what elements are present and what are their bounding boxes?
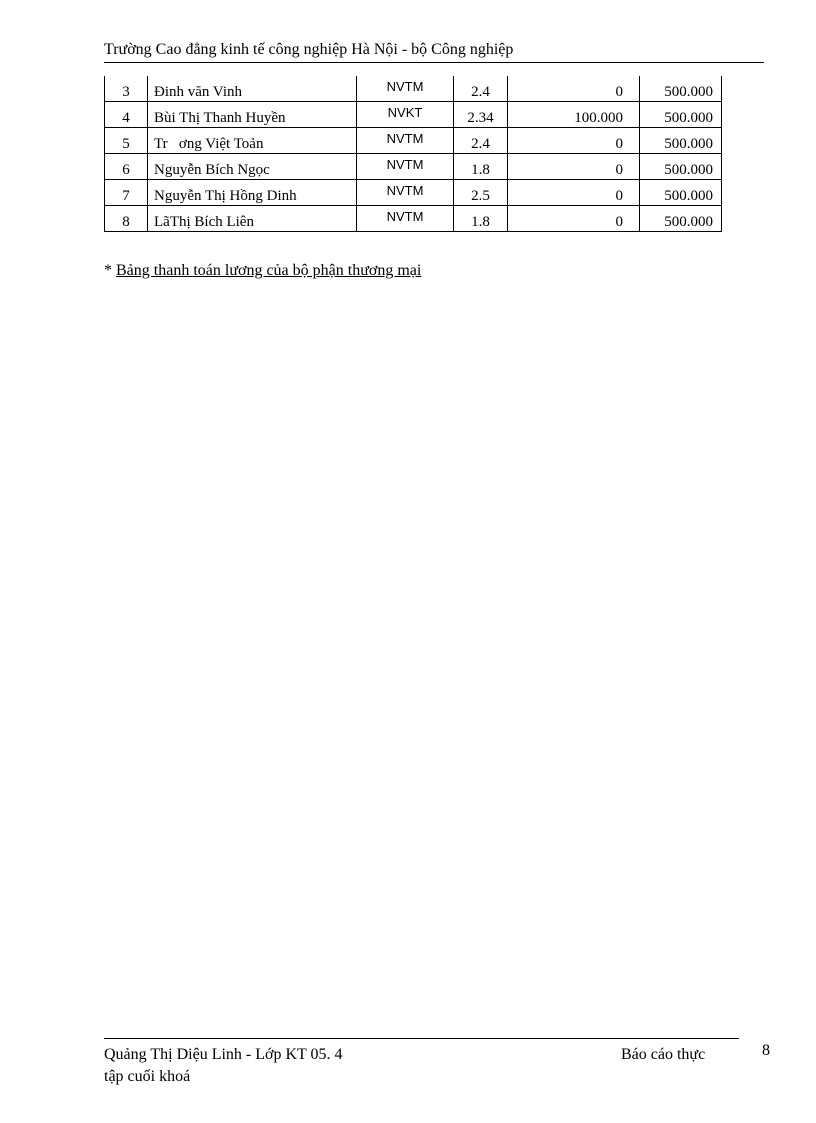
employee-name: LãThị Bích Liên (148, 206, 357, 232)
allowance: 100.000 (508, 102, 640, 128)
base-amount: 500.000 (640, 76, 722, 102)
staff-table (104, 76, 722, 232)
allowance: 0 (508, 154, 640, 180)
employee-position: NVTM (357, 76, 454, 102)
allowance: 0 (508, 76, 640, 102)
table-row (105, 154, 722, 180)
salary-coefficient: 2.4 (454, 76, 508, 102)
page-header: Trường Cao đẳng kinh tế công nghiệp Hà Nội - bộ Công nghiệp (104, 40, 764, 63)
base-amount: 500.000 (640, 128, 722, 154)
allowance: 0 (508, 206, 640, 232)
footer-report-title: Báo cáo thực (621, 1046, 706, 1063)
table-row (105, 76, 722, 102)
table-row (105, 128, 722, 154)
employee-name: Nguyễn Bích Ngọc (148, 154, 357, 180)
caption-text: Bảng thanh toán lương của bộ phận thương mại (116, 262, 422, 279)
footer-report-continued: tập cuối khoá (104, 1068, 191, 1085)
row-number: 7 (105, 180, 148, 206)
row-number: 3 (105, 76, 148, 102)
row-number: 5 (105, 128, 148, 154)
footer-left (104, 1044, 343, 1088)
employee-position: NVTM (357, 154, 454, 180)
row-number: 8 (105, 206, 148, 232)
employee-position: NVTM (357, 206, 454, 232)
section-caption (104, 262, 421, 280)
employee-position: NVTM (357, 128, 454, 154)
salary-coefficient: 2.5 (454, 180, 508, 206)
table-row (105, 180, 722, 206)
footer-author: Quảng Thị Diệu Linh - Lớp KT 05. 4 (104, 1046, 343, 1063)
employee-position: NVKT (357, 102, 454, 128)
caption-bullet: * (104, 262, 112, 279)
salary-coefficient: 2.4 (454, 128, 508, 154)
employee-name: Nguyễn Thị Hồng Dinh (148, 180, 357, 206)
base-amount: 500.000 (640, 102, 722, 128)
row-number: 6 (105, 154, 148, 180)
salary-coefficient: 2.34 (454, 102, 508, 128)
base-amount: 500.000 (640, 154, 722, 180)
employee-name: Tr ơng Việt Toản (148, 128, 357, 154)
table-row (105, 102, 722, 128)
table-row (105, 206, 722, 232)
row-number: 4 (105, 102, 148, 128)
allowance: 0 (508, 128, 640, 154)
base-amount: 500.000 (640, 206, 722, 232)
employee-position: NVTM (357, 180, 454, 206)
employee-name: Bùi Thị Thanh Huyền (148, 102, 357, 128)
allowance: 0 (508, 180, 640, 206)
page-number: 8 (762, 1042, 770, 1059)
employee-name: Đinh văn Vinh (148, 76, 357, 102)
footer-divider (104, 1038, 739, 1039)
base-amount: 500.000 (640, 180, 722, 206)
salary-coefficient: 1.8 (454, 206, 508, 232)
salary-coefficient: 1.8 (454, 154, 508, 180)
